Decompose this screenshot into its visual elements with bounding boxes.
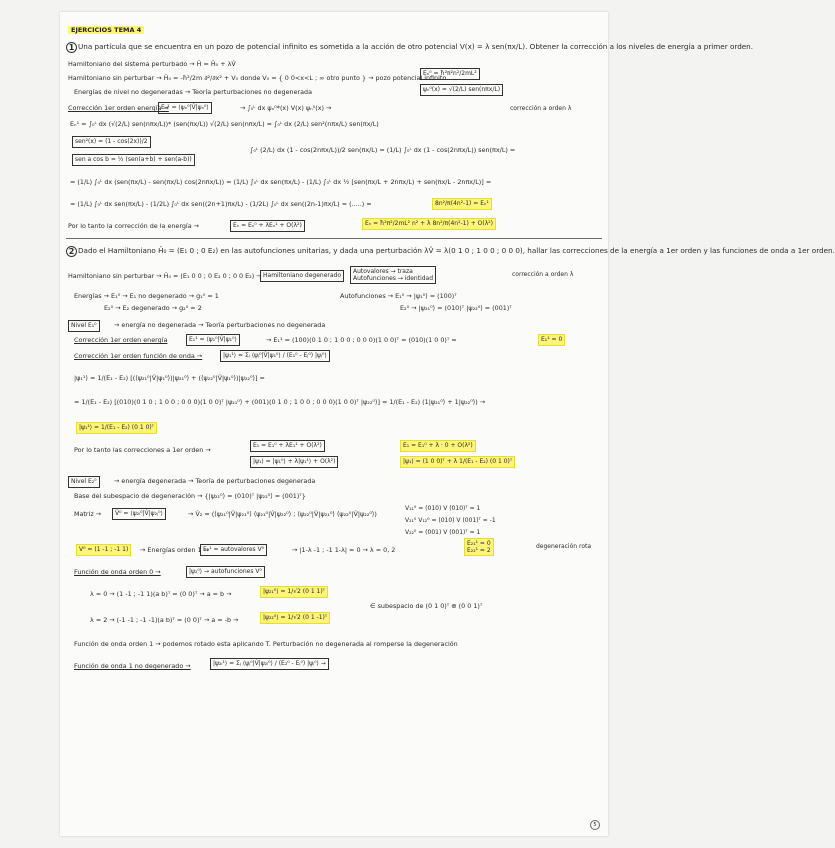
first-order-energies-label: → Energías orden 1 → [140,546,209,554]
matrix-element-v22: V₂₂⁰ = (001) V (001)ᵀ = 1 [405,529,481,536]
first-order-wavefunction-label: Función de onda 1 no degenerado → [74,662,191,670]
trig-identity-box-2: sen a cos b = ½ (sen(a+b) + sen(a-b)) [72,154,195,166]
correction-integral: → ∫₀ᴸ dx ψₙ⁰*(x) V(x) ψₙ⁰(x) → [240,104,332,112]
level-1-wavefunction-step-1: |ψ₁¹⟩ = 1/(E₁ - E₂) [(⟨ψ₂₁⁰|V̂|ψ₁⁰⟩)|ψ₂₁⁰⟩ + (⟨ψ₂₂⁰|V̂|ψ₁⁰⟩)|ψ₂₂⁰⟩] = [74,374,265,382]
energy-levels-note: Energías de nivel no degeneradas → Teoría perturbaciones no degenerada [74,88,313,96]
level-1-energy-calc: → E₁¹ = (100)(0 1 0 ; 1 0 0 ; 0 0 0)(1 0 0)ᵀ = (010)(1 0 0)ᵀ = [266,336,457,344]
level-1-energy-final: E₁ = E₁⁰ + λ · 0 + O(λ²) [400,440,476,452]
page-number: 5 [590,820,600,830]
level-1-energy-correction-box: E₁¹ = ⟨ψ₁⁰|V̂|ψ₁⁰⟩ [186,334,240,346]
matrix-element-v11: V₁₁⁰ = (010) V (010)ᵀ = 1 [405,505,481,512]
degenerate-hamiltonian-box: Hamiltoniano degenerado [260,270,344,282]
unperturbed-hamiltonian: Hamiltoniano sin perturbar → Ĥ₀ = (E₁ 0 0 ; 0 E₂ 0 ; 0 0 E₂) → [68,272,262,280]
perturbed-hamiltonian: Hamiltoniano del sistema perturbado → Ĥ = Ĥ₀ + λV̂ [68,60,236,68]
correction-side-note: corrección a orden λ [510,105,572,112]
trig-identity-box: sen²(x) = (1 - cos(2x))/2 [72,136,151,148]
level-1-conclusion-label: Por lo tanto las correcciones a 1er orden → [74,446,211,454]
perturbation-matrix-box: V̂⁰ = ⟨ψ₂ᵢ⁰|V̂|ψ₂ⱼ⁰⟩ [112,508,166,520]
first-order-wavefunction-box: |ψ₂ᵢ¹⟩ = Σⱼ ⟨ψⱼ⁰|V̂|ψ₂ᵢ⁰⟩ / (E₂⁰ - Eⱼ⁰) |ψⱼ⁰⟩ → [210,658,329,670]
first-order-energies-box: E₂¹ = autovalores V⁰ [200,544,267,556]
eigenvalues-trace: Autovalores → traza [353,268,413,275]
eigenfunctions-identity: Autofunciones → identidad [353,275,434,282]
level-1-wavefunction-box: |ψ₁¹⟩ = Σⱼ ⟨ψⱼ⁰|V̂|ψ₁⁰⟩ / (E₁⁰ - Eⱼ⁰) |ψⱼ⁰⟩ [220,350,330,362]
eigenvector-lambda-2: λ = 2 → (-1 -1 ; -1 -1)(a b)ᵀ = (0 0)ᵀ → a = -b → [90,616,239,624]
first-order-energies-result [464,538,494,556]
zero-order-wavefunction-label: Función de onda orden 0 → [74,568,161,576]
level-1-energy-result: E₁¹ = 0 [538,334,565,346]
integral-step-1: Eₙ¹ = ∫₀ᴸ dx (√(2/L) sen(nπx/L))* (sen(πx/L)) √(2/L) sen(nπx/L) = ∫₀ᴸ dx (2/L) sen²(nπx/L) sen(πx/L) [70,120,379,128]
matrix-label: Matriz → [74,510,102,518]
subspace-note: ∈ subespacio de (0 1 0)ᵀ ⊕ (0 0 1)ᵀ [370,602,483,610]
eigenvector-lambda-2-result: |ψ₂₂⁰⟩ = 1/√2 (0 1 -1)ᵀ [260,612,330,624]
notebook-page [60,12,835,836]
energy-e22: E₂₂¹ = 2 [467,547,491,554]
characteristic-equation: → |1-λ -1 ; -1 1-λ| = 0 → λ = 0, 2 [292,546,396,554]
level-1-wavefunction-step-2: = 1/(E₁ - E₂) [(010)(0 1 0 ; 1 0 0 ; 0 0 0)(1 0 0)ᵀ |ψ₂₁⁰⟩ + (001)(0 1 0 ; 1 0 0 ; 0 0 0)(1 0 0)ᵀ |ψ₂₂⁰⟩] = 1/(E₁ - E₂) (1|ψ₂₁⁰⟩ + 1|ψ₂₂⁰⟩) → [74,398,486,406]
energy-final-result-box: Eₙ = ħ²π²/2mL² n² + λ 8n²/π(4n²-1) + O(λ²) [362,218,496,230]
energy-conclusion-box: Eₙ = Eₙ⁰ + λEₙ¹ + O(λ²) [230,220,305,232]
perturbation-matrix-elements: → V̂₂ = (⟨ψ₂₁⁰|V̂|ψ₂₁⁰⟩ ⟨ψ₂₁⁰|V̂|ψ₂₂⁰⟩ ; ⟨ψ₂₂⁰|V̂|ψ₂₁⁰⟩ ⟨ψ₂₂⁰|V̂|ψ₂₂⁰⟩) [188,510,377,518]
integral-step-2: ∫₀ᴸ (2/L) dx (1 - cos(2nπx/L))/2 sen(πx/L) = (1/L) ∫₀ᴸ dx (1 - cos(2nπx/L)) sen(πx/L) = [250,146,516,154]
matrix-element-v12: V₂₁⁰ V₁₂⁰ = (010) V (001)ᵀ = -1 [405,517,496,524]
level-1-theory: → energía no degenerada → Teoría perturbaciones no degenerada [114,321,326,329]
well-energy-box: Eₙ⁰ = ħ²π²n²/2mL² [420,68,480,80]
degeneracy-subspace-basis: Base del subespacio de degeneración → {|ψ₂₁⁰⟩ = (010)ᵀ |ψ₂₂⁰⟩ = (001)ᵀ} [74,492,306,500]
reduced-matrix-box: V⁰ = (1 -1 ; -1 1) [76,544,131,556]
degeneracy-broken-note: degeneración rota [536,543,592,550]
level-1-wavefunction-result: |ψ₁¹⟩ = 1/(E₁ - E₂) (0 1 0)ᵀ [76,422,157,434]
integral-step-3: = (1/L) ∫₀ᴸ dx (sen(πx/L) - sen(πx/L) cos(2nπx/L)) = (1/L) ∫₀ᴸ dx sen(πx/L) - (1/L) ∫₀ᴸ dx ½ [sen(πx/L + 2nπx/L) + sen(πx/L - 2nπx/L)] = [70,178,492,186]
exercise-statement: Una partícula que se encuentra en un pozo de potencial infinito es sometida a la acción de otro potencial V(x) = λ sen(πx/L). Obtener la corrección a los niveles de energía a primer orden. [78,42,754,51]
correction-side-note: corrección a orden λ [512,271,574,278]
exercise-number: 2 [66,246,77,257]
level-2-label: Nivel E₂⁰ [68,476,100,488]
first-order-wavefunction-note: Función de onda orden 1 → podemos rotado esta aplicando T. Perturbación no degenerada al romperse la degeneración [74,640,458,648]
integral-result-box: 8n²/π(4n²-1) = Eₙ¹ [432,198,492,210]
zero-order-wavefunction-box: |ψ₂⁰⟩ → autofunciones V⁰ [186,566,265,578]
eigenvector-lambda-0-result: |ψ₂₁⁰⟩ = 1/√2 (0 1 1)ᵀ [260,586,328,598]
level-1-energy-expansion: E₁ = E₁⁰ + λE₁¹ + O(λ²) [250,440,325,452]
level-1-wavefunction-label: Corrección 1er orden función de onda → [74,352,203,360]
well-wavefunction-box: ψₙ⁰(x) = √(2/L) sen(nπx/L) [420,84,503,96]
level-1-label: Nivel E₁⁰ [68,320,100,332]
level-2-theory: → energía degenerada → Teoría de perturbaciones degenerada [114,477,316,485]
energy-conclusion-label: Por lo tanto la corrección de la energía → [68,222,200,230]
energies-degenerate: E₂⁰ → E₂ degenerado → g₂⁰ = 2 [104,304,202,312]
integral-step-4: = (1/L) ∫₀ᴸ dx sen(πx/L) - (1/2L) ∫₀ᴸ dx sen((2n+1)πx/L) - (1/2L) ∫₀ᴸ dx sen((2n-1)πx/L) = (.....) = [70,200,372,208]
first-order-correction-label: Corrección 1er orden energía → [68,104,169,112]
unperturbed-hamiltonian: Hamiltoniano sin perturbar → Ĥ₀ = -ħ²/2m ∂²/∂x² + V₀ donde V₀ = { 0 0<x<L ; ∞ otro punto } → pozo potencial infinito [68,74,447,82]
first-order-correction-box: Eₙ¹ = ⟨ψₙ⁰|V̂|ψₙ⁰⟩ [158,102,212,114]
energies-nondegenerate: Energías → E₁⁰ → E₁ no degenerado → g₁⁰ = 1 [74,292,219,300]
level-1-state-expansion: |ψ₁⟩ = |ψ₁⁰⟩ + λ|ψ₁¹⟩ + O(λ²) [250,456,338,468]
eigen-properties-box [350,266,436,284]
eigenfunctions-level-1: Autofunciones → E₁⁰ → |ψ₁⁰⟩ = (100)ᵀ [340,292,457,300]
section-divider [66,238,602,239]
eigenvector-lambda-0: λ = 0 → (1 -1 ; -1 1)(a b)ᵀ = (0 0)ᵀ → a = b → [90,590,232,598]
page-title: EJERCICIOS TEMA 4 [68,26,144,34]
eigenfunctions-level-2: E₂⁰ → |ψ₂₁⁰⟩ = (010)ᵀ |ψ₂₂⁰⟩ = (001)ᵀ [400,304,512,312]
level-1-energy-correction-label: Corrección 1er orden energía [74,336,168,344]
energy-e21: E₂₁¹ = 0 [467,540,491,547]
exercise-number: 1 [66,42,77,53]
level-1-state-final: |ψ₁⟩ = (1 0 0)ᵀ + λ 1/(E₁ - E₂) (0 1 0)ᵀ [400,456,515,468]
exercise-statement: Dado el Hamiltoniano Ĥ₀ = (E₁ 0 ; 0 E₂) en las autofunciones unitarias, y dada una perturbación λV̂ = λ(0 1 0 ; 1 0 0 ; 0 0 0), hallar las correcciones de la energía a 1er orden y las funciones de onda a 1er orden. [78,246,835,255]
